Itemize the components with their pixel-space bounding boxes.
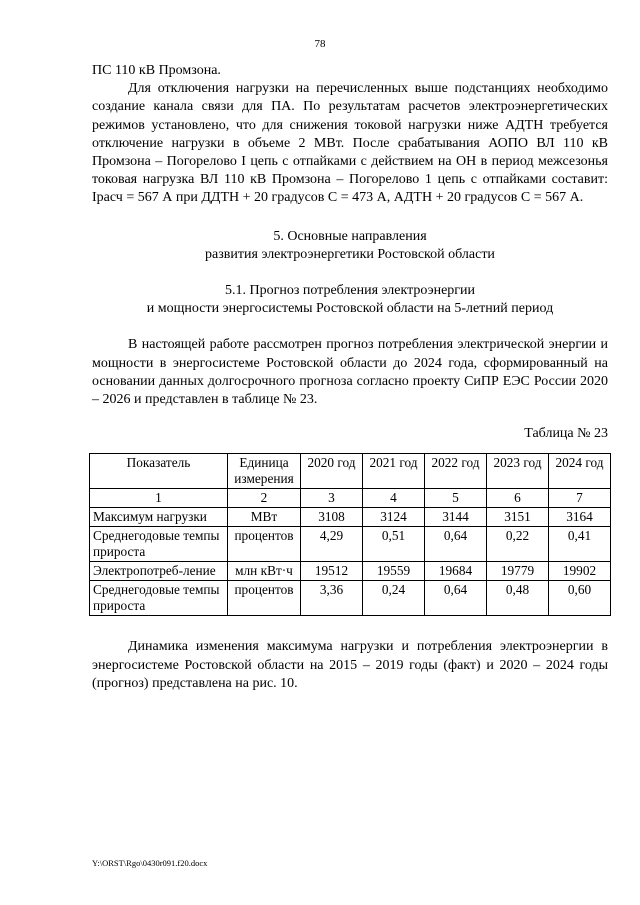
table-cell: 0,22 [487, 527, 549, 562]
section-heading-line1: 5. Основные направления [273, 228, 427, 244]
table-row [90, 527, 611, 562]
table-header-cell: 2024 год [549, 454, 611, 489]
table-cell: Максимум нагрузки [90, 508, 228, 527]
table-cell: 0,24 [363, 581, 425, 616]
table-cell: процентов [228, 527, 301, 562]
subsection-heading-line2: и мощности энергосистемы Ростовской области на 5-летний период [146, 301, 554, 317]
forecast-table [89, 453, 611, 616]
table-header-cell: 2020 год [301, 454, 363, 489]
table-header-cell: Единица измерения [228, 454, 301, 489]
table-cell: 1 [90, 489, 228, 508]
table-cell: Среднегодовые темпы прироста [90, 581, 228, 616]
table-cell: 0,64 [425, 527, 487, 562]
table-row [90, 508, 611, 527]
table-cell: 19779 [487, 562, 549, 581]
table-header-cell: 2022 год [425, 454, 487, 489]
table-row [90, 562, 611, 581]
footer-file-path: Y:\ORST\Rgo\0430r091.f20.docx [92, 858, 208, 868]
table-cell: 3144 [425, 508, 487, 527]
table-cell: 3151 [487, 508, 549, 527]
table-cell: 5 [425, 489, 487, 508]
table-cell: 0,48 [487, 581, 549, 616]
table-row [90, 581, 611, 616]
table-cell: млн кВт·ч [228, 562, 301, 581]
table-cell: Среднегодовые темпы прироста [90, 527, 228, 562]
table-cell: 6 [487, 489, 549, 508]
table-cell: 19512 [301, 562, 363, 581]
table-cell: МВт [228, 508, 301, 527]
table-numbering-row [90, 489, 611, 508]
table-cell: 19559 [363, 562, 425, 581]
paragraph-dynamics: Динамика изменения максимума нагрузки и потребления электроэнергии в энергосистеме Ростовской области на 2015 – 2019 годы (факт) и 2020 – 2024 годы (прогноз) представлена на рис. 10. [92, 639, 608, 691]
table-cell: 2 [228, 489, 301, 508]
intro-line: ПС 110 кВ Промзона. [92, 63, 221, 78]
table-cell: 3 [301, 489, 363, 508]
table-cell: 3164 [549, 508, 611, 527]
table-header-row [90, 454, 611, 489]
table-cell: 0,41 [549, 527, 611, 562]
table-header-cell: Показатель [90, 454, 228, 489]
table-header-cell: 2021 год [363, 454, 425, 489]
table-cell: Электропотреб-ление [90, 562, 228, 581]
table-cell: 19902 [549, 562, 611, 581]
table-cell: 0,51 [363, 527, 425, 562]
table-cell: 0,64 [425, 581, 487, 616]
table-cell: 3,36 [301, 581, 363, 616]
paragraph-forecast: В настоящей работе рассмотрен прогноз потребления электрической энергии и мощности в энергосистеме Ростовской области до 2024 года, сформированный на основании данных долгосрочного прогноза согласно проекту СиПР ЕЭС России 2020 – 2026 и представлен в таблице № 23. [92, 337, 608, 408]
table-cell: 3108 [301, 508, 363, 527]
table-cell: 19684 [425, 562, 487, 581]
table-cell: 0,60 [549, 581, 611, 616]
table-caption: Таблица № 23 [524, 426, 608, 442]
document-body [92, 62, 608, 693]
table-cell: 4 [363, 489, 425, 508]
table-cell: 4,29 [301, 527, 363, 562]
paragraph-load-shedding: Для отключения нагрузки на перечисленных выше подстанциях необходимо создание канала связи для ПА. По результатам расчетов электроэнергетических режимов установлено, что для снижения токовой нагрузки ниже АДТН требуется отключение нагрузки в объеме 2 МВт. После срабатывания АОПО ВЛ 110 кВ Промзона – Погорелово I цепь с отпайками с действием на ОН в период межсезонья токовая нагрузка ВЛ 110 кВ Промзона – Погорелово 1 цепь с отпайками составит: Iрасч = 567 А при ДДТН + 20 градусов С = 473 А, АДТН + 20 градусов С = 567 А. [92, 81, 608, 206]
page-number: 78 [314, 38, 326, 50]
section-heading-line2: развития электроэнергетики Ростовской области [205, 246, 495, 262]
table-cell: процентов [228, 581, 301, 616]
subsection-heading-line1: 5.1. Прогноз потребления электроэнергии [224, 283, 476, 299]
table-header-cell: 2023 год [487, 454, 549, 489]
table-cell: 3124 [363, 508, 425, 527]
table-cell: 7 [549, 489, 611, 508]
